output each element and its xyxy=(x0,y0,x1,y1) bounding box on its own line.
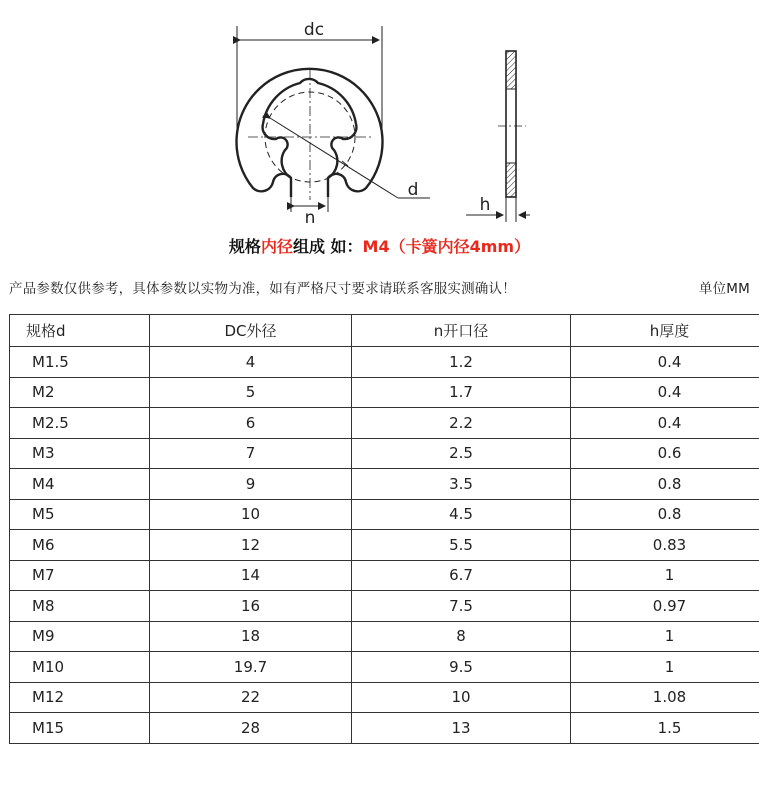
cell-size: M4 xyxy=(10,469,150,500)
table-row xyxy=(10,438,759,469)
cell-size: M9 xyxy=(10,621,150,652)
cell-h: 1 xyxy=(571,560,759,591)
table-row xyxy=(10,530,759,561)
cell-n: 3.5 xyxy=(352,469,571,500)
h-label: h xyxy=(479,195,491,215)
cell-h: 1 xyxy=(571,652,759,683)
n-label: n xyxy=(304,208,316,228)
header-h: h厚度 xyxy=(571,315,759,347)
cell-size: M2 xyxy=(10,377,150,408)
cell-h: 0.4 xyxy=(571,377,759,408)
cell-size: M6 xyxy=(10,530,150,561)
cell-h: 1.5 xyxy=(571,713,759,744)
dc-label: dc xyxy=(303,20,325,40)
notice-line xyxy=(9,277,754,297)
cell-size: M7 xyxy=(10,560,150,591)
cell-dc: 12 xyxy=(150,530,352,561)
e-clip-side-view xyxy=(498,51,526,197)
title-part1: 规格 xyxy=(228,237,261,256)
table-row xyxy=(10,377,759,408)
notice-text: 产品参数仅供参考，具体参数以实物为准，如有严格尺寸要求请联系客服实测确认！ xyxy=(9,281,516,297)
cell-h: 0.8 xyxy=(571,469,759,500)
cell-dc: 22 xyxy=(150,682,352,713)
cell-n: 10 xyxy=(352,682,571,713)
cell-size: M2.5 xyxy=(10,408,150,439)
cell-h: 1 xyxy=(571,621,759,652)
header-dc: DC外径 xyxy=(150,315,352,347)
title-part3: 组成 如： xyxy=(292,237,363,256)
cell-n: 5.5 xyxy=(352,530,571,561)
cell-size: M15 xyxy=(10,713,150,744)
cell-n: 4.5 xyxy=(352,499,571,530)
unit-label: 单位MM xyxy=(698,281,750,297)
cell-size: M1.5 xyxy=(10,347,150,378)
dc-dimension xyxy=(237,20,382,135)
table-row xyxy=(10,621,759,652)
cell-dc: 19.7 xyxy=(150,652,352,683)
cell-size: M3 xyxy=(10,438,150,469)
cell-dc: 10 xyxy=(150,499,352,530)
cell-dc: 14 xyxy=(150,560,352,591)
cell-h: 0.83 xyxy=(571,530,759,561)
cell-dc: 7 xyxy=(150,438,352,469)
header-size: 规格d xyxy=(10,315,150,347)
d-label: d xyxy=(407,180,419,200)
cell-n: 13 xyxy=(352,713,571,744)
h-dimension xyxy=(466,195,530,222)
table-row xyxy=(10,652,759,683)
table-row xyxy=(10,408,759,439)
cell-h: 0.4 xyxy=(571,347,759,378)
cell-h: 1.08 xyxy=(571,682,759,713)
cell-dc: 18 xyxy=(150,621,352,652)
cell-dc: 9 xyxy=(150,469,352,500)
cell-size: M10 xyxy=(10,652,150,683)
table-body xyxy=(10,347,759,744)
cell-size: M8 xyxy=(10,591,150,622)
e-clip-front-view xyxy=(237,69,383,200)
header-n: n开口径 xyxy=(352,315,571,347)
title-part2: 内径 xyxy=(260,237,293,256)
cell-h: 0.97 xyxy=(571,591,759,622)
table-row xyxy=(10,560,759,591)
cell-dc: 5 xyxy=(150,377,352,408)
cell-n: 6.7 xyxy=(352,560,571,591)
n-dimension xyxy=(291,197,328,228)
cell-dc: 4 xyxy=(150,347,352,378)
cell-dc: 16 xyxy=(150,591,352,622)
cell-n: 2.2 xyxy=(352,408,571,439)
spec-title xyxy=(0,234,759,257)
e-clip-technical-drawing xyxy=(0,0,759,232)
table-row xyxy=(10,713,759,744)
title-part4: M4（卡簧内径4mm） xyxy=(362,237,531,256)
cell-n: 2.5 xyxy=(352,438,571,469)
cell-n: 8 xyxy=(352,621,571,652)
cell-h: 0.8 xyxy=(571,499,759,530)
cell-n: 1.2 xyxy=(352,347,571,378)
cell-h: 0.6 xyxy=(571,438,759,469)
cell-dc: 28 xyxy=(150,713,352,744)
table-row xyxy=(10,469,759,500)
table-row xyxy=(10,682,759,713)
table-row xyxy=(10,499,759,530)
cell-n: 7.5 xyxy=(352,591,571,622)
table-row xyxy=(10,347,759,378)
spec-table xyxy=(9,314,759,744)
cell-n: 1.7 xyxy=(352,377,571,408)
cell-size: M12 xyxy=(10,682,150,713)
cell-h: 0.4 xyxy=(571,408,759,439)
cell-dc: 6 xyxy=(150,408,352,439)
table-header-row xyxy=(10,315,759,347)
table-row xyxy=(10,591,759,622)
cell-n: 9.5 xyxy=(352,652,571,683)
cell-size: M5 xyxy=(10,499,150,530)
